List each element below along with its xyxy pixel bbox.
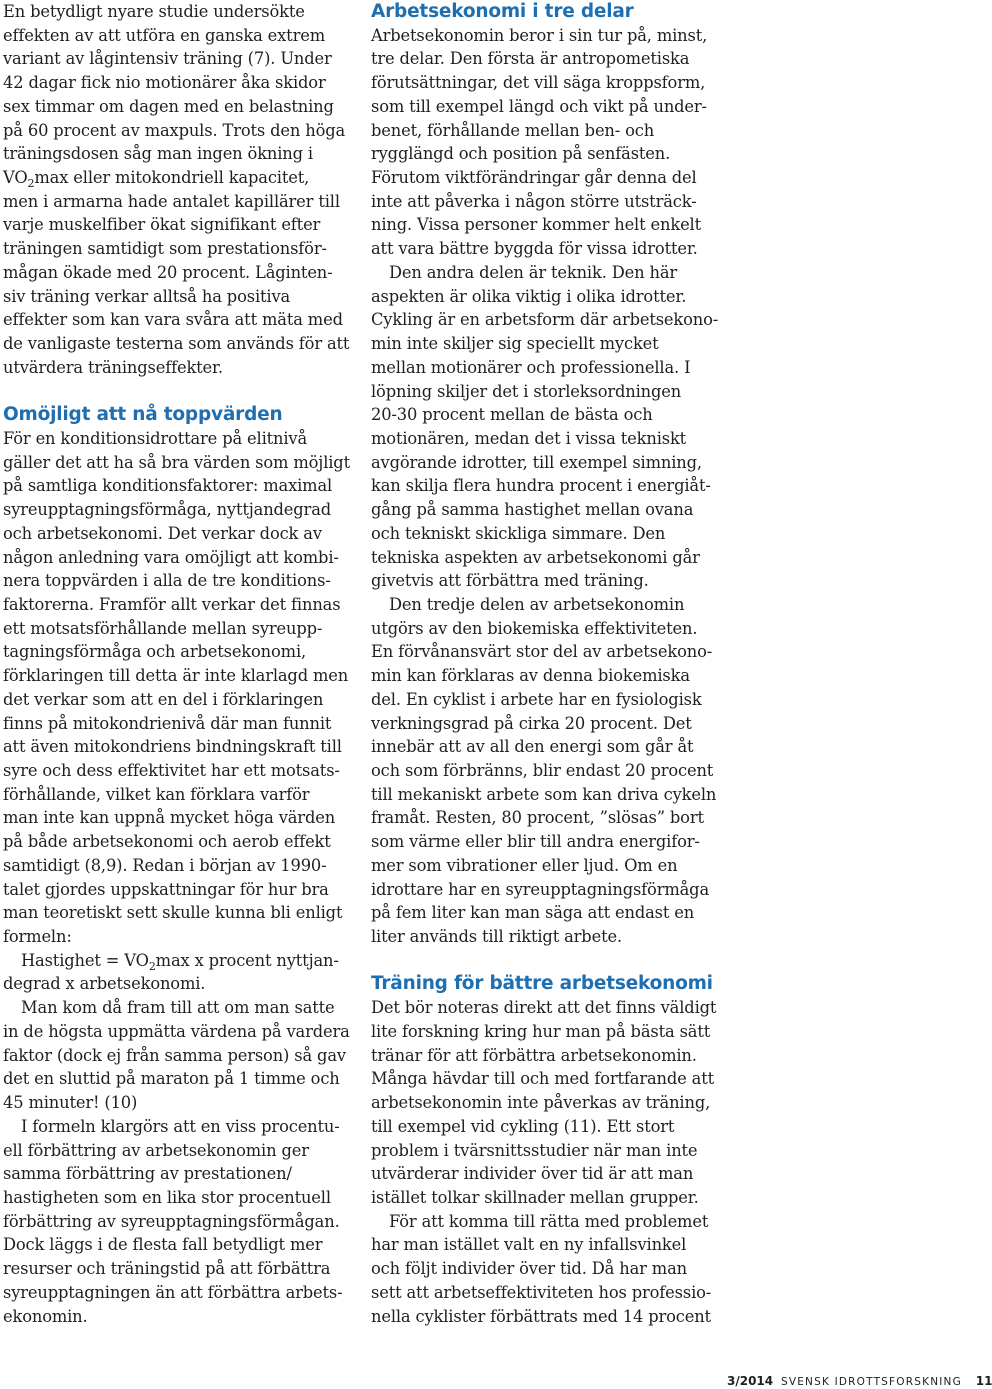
text-line: utvärderar individer över tid är att man (371, 1164, 694, 1184)
text-line: som till exempel längd och vikt på under- (371, 96, 707, 116)
issue-number: 3/2014 (727, 1374, 774, 1388)
text-line: samma förbättring av prestationen/ (3, 1164, 292, 1184)
text-line: och som förbränns, blir endast 20 procent (371, 761, 714, 780)
text-line: En betydligt nyare studie undersökte (3, 2, 305, 21)
vo2-text: VO (3, 168, 28, 188)
text-line: givetvis att förbättra med träning. (371, 571, 649, 591)
text-line: Den tredje delen av arbetsekonomin (389, 594, 685, 614)
text-line: min inte skiljer sig speciellt mycket (371, 334, 659, 354)
text-line: istället tolkar skillnader mellan grupper. (371, 1187, 699, 1207)
text-line: och tekniskt skickliga simmare. Den (371, 523, 666, 543)
text-line: sex timmar om dagen med en belastning (3, 96, 334, 116)
text-line: syre och dess effektivitet har ett motsats- (3, 761, 340, 780)
vo2-text-rest: max eller mitokondriell kapacitet, (34, 168, 310, 188)
text-line: och följt individer över tid. Då har man (371, 1259, 687, 1279)
text-line: effekten av att utföra en ganska extrem (3, 25, 325, 45)
text-line: faktorerna. Framför allt verkar det finnas (3, 594, 341, 614)
text-line: på fem liter kan man säga att endast en (371, 903, 695, 923)
text-line: till exempel vid cykling (11). Ett stort (371, 1116, 675, 1136)
text-line: till mekaniskt arbete som kan driva cykeln (371, 784, 717, 804)
text-line: har man istället valt en ny infallsvinkel (371, 1235, 687, 1255)
text-line: idrottare har en syreupptagningsförmåga (371, 879, 710, 899)
text-line: men i armarna hade antalet kapillärer till (3, 191, 340, 211)
text-line: ell förbättring av arbetsekonomin ger (3, 1140, 309, 1160)
page-number: 11 (975, 1374, 992, 1388)
text-line: effekter som kan vara svåra att mäta med (3, 310, 343, 330)
text-line: förhållande, vilket kan förklara varför (3, 784, 310, 804)
subscript: 2 (148, 959, 156, 973)
text-line: det en sluttid på maraton på 1 timme och (3, 1069, 340, 1089)
text-line: Dock läggs i de flesta fall betydligt mer (3, 1235, 323, 1255)
right-column (371, 0, 719, 1328)
text-line: gäller det att ha så bra värden som möjligt (3, 452, 350, 472)
text-line: som värme eller blir till andra energifor- (371, 832, 700, 852)
text-line: arbetsekonomin inte påverkas av träning, (371, 1093, 711, 1113)
text-line: ekonomin. (3, 1306, 88, 1326)
text-line: resurser och träningstid på att förbättra (3, 1259, 331, 1279)
text-line: förutsättningar, det vill säga kroppsform, (371, 73, 706, 93)
vo2-line (3, 166, 361, 190)
text-line: liter används till riktigt arbete. (371, 927, 622, 947)
text-line: del. En cyklist i arbete har en fysiologisk (371, 689, 702, 709)
text-line: de vanligaste testerna som används för att (3, 334, 350, 354)
text-line: att även mitokondriens bindningskraft till (3, 737, 342, 757)
text-line: 42 dagar fick nio motionärer åka skidor (3, 73, 326, 93)
text-line: träningsdosen såg man ingen ökning i (3, 144, 313, 164)
text-line: förbättring av syreupptagningsförmågan. (3, 1211, 340, 1231)
text-line: tekniska aspekten av arbetsekonomi går (371, 547, 700, 567)
text-line: benet, förhållande mellan ben- och (371, 120, 655, 140)
text-line: träningen samtidigt som prestationsför- (3, 239, 327, 259)
text-line: min kan förklaras av denna biokemiska (371, 666, 690, 686)
text-line: Många hävdar till och med fortfarande att (371, 1069, 714, 1089)
text-line: framåt. Resten, 80 procent, ”slösas” bort (371, 808, 704, 828)
text-line: Den andra delen är teknik. Den här (389, 262, 678, 282)
formula-text-rest: max x procent nyttjan- (155, 950, 339, 970)
formula-line (3, 949, 361, 973)
text-line: tagningsförmåga och arbetsekonomi, (3, 642, 307, 662)
text-line: utvärdera träningseffekter. (3, 357, 223, 377)
text-line: tre delar. Den första är antropometiska (371, 49, 690, 69)
text-line: faktor (dock ej från samma person) så gav (3, 1045, 346, 1065)
text-line: och arbetsekonomi. Det verkar dock av (3, 523, 322, 543)
text-line: inte att påverka i någon större utsträck- (371, 191, 697, 211)
text-line: innebär att av all den energi som går åt (371, 737, 694, 757)
text-line: tränar för att förbättra arbetsekonomin. (371, 1045, 697, 1065)
text-line: samtidigt (8,9). Redan i början av 1990- (3, 855, 327, 875)
text-line: Man kom då fram till att om man satte (21, 998, 335, 1018)
text-line: formeln: (3, 927, 72, 947)
text-line: avgörande idrotter, till exempel simning, (371, 452, 702, 472)
text-line: på samtliga konditionsfaktorer: maximal (3, 476, 333, 496)
text-line: lite forskning kring hur man på bästa sätt (371, 1021, 711, 1041)
text-line: motionären, medan det i vissa tekniskt (371, 428, 687, 448)
text-line: talet gjordes uppskattningar för hur bra (3, 879, 329, 899)
text-line: ning. Vissa personer kommer helt enkelt (371, 215, 702, 235)
text-line: utgörs av den biokemiska effektiviteten. (371, 618, 698, 638)
page-footer (727, 1374, 992, 1389)
text-line: sett att arbetseffektiviteten hos professio- (371, 1282, 712, 1302)
text-line: verkningsgrad på cirka 20 procent. Det (371, 713, 692, 733)
text-line: I formeln klargörs att en viss procentu- (21, 1116, 340, 1136)
text-line: För en konditionsidrottare på elitnivå (3, 428, 308, 448)
text-line: man inte kan uppnå mycket höga värden (3, 808, 336, 828)
text-line: någon anledning vara omöjligt att kombi- (3, 547, 339, 567)
text-line: ett motsatsförhållande mellan syreupp- (3, 618, 323, 638)
text-line: Förutom viktförändringar går denna del (371, 168, 697, 188)
text-line: rygglängd och position på senfästen. (371, 144, 671, 164)
text-line: En förvånansvärt stor del av arbetsekono- (371, 642, 713, 662)
text-line: på 60 procent av maxpuls. Trots den höga (3, 120, 346, 140)
text-line: löpning skiljer det i storleksordningen (371, 381, 682, 401)
spacer (371, 949, 716, 973)
text-line: kan skilja flera hundra procent i energiåt- (371, 476, 711, 496)
text-line: 45 minuter! (10) (3, 1093, 138, 1113)
text-line: mellan motionärer och professionella. I (371, 357, 691, 377)
left-column (3, 0, 361, 1328)
text-line: 20-30 procent mellan de bästa och (371, 405, 653, 425)
text-line: siv träning verkar alltså ha positiva (3, 286, 291, 306)
text-line: nera toppvärden i alla de tre konditions- (3, 571, 331, 591)
text-line: Cykling är en arbetsform där arbetsekono- (371, 310, 719, 330)
section-heading: Träning för bättre arbetsekonomi (371, 973, 713, 995)
text-line: syreupptagningen än att förbättra arbets- (3, 1282, 343, 1302)
text-line: mer som vibrationer eller ljud. Om en (371, 855, 678, 875)
text-line: Det bör noteras direkt att det finns väldigt (371, 998, 717, 1018)
text-line: gång på samma hastighet mellan ovana (371, 500, 694, 520)
text-line: förklaringen till detta är inte klarlagd men (3, 666, 349, 686)
text-line: det verkar som att en del i förklaringen (3, 689, 324, 709)
text-line: syreupptagningsförmåga, nyttjandegrad (3, 500, 332, 520)
text-line: degrad x arbetsekonomi. (3, 974, 206, 994)
text-line: på både arbetsekonomi och aerob effekt (3, 832, 331, 852)
text-line: finns på mitokondrienivå där man funnit (3, 713, 332, 733)
spacer (3, 380, 361, 404)
text-line: nella cyklister förbättrats med 14 procent (371, 1306, 711, 1326)
subscript: 2 (27, 177, 35, 191)
text-line: hastigheten som en lika stor procentuell (3, 1187, 331, 1207)
text-line: För att komma till rätta med problemet (389, 1211, 709, 1231)
text-line: mågan ökade med 20 procent. Låginten- (3, 262, 333, 282)
text-line: aspekten är olika viktig i olika idrotter. (371, 286, 687, 306)
text-line: Arbetsekonomin beror i sin tur på, minst, (371, 25, 708, 45)
text-line: in de högsta uppmätta värdena på vardera (3, 1021, 350, 1041)
text-line: man teoretiskt sett skulle kunna bli enligt (3, 903, 343, 923)
text-line: varje muskelfiber ökat signifikant efter (3, 215, 321, 235)
text-line: variant av lågintensiv träning (7). Under (3, 49, 332, 69)
text-line: att vara bättre byggda för vissa idrotter. (371, 239, 698, 259)
section-heading: Arbetsekonomi i tre delar (371, 1, 634, 22)
text-line: problem i tvärsnittsstudier när man inte (371, 1140, 698, 1160)
formula-text: Hastighet = VO (21, 950, 149, 970)
magazine-name: SVENSK IDROTTSFORSKNING (780, 1376, 962, 1388)
section-heading: Omöjligt att nå toppvärden (3, 404, 283, 426)
